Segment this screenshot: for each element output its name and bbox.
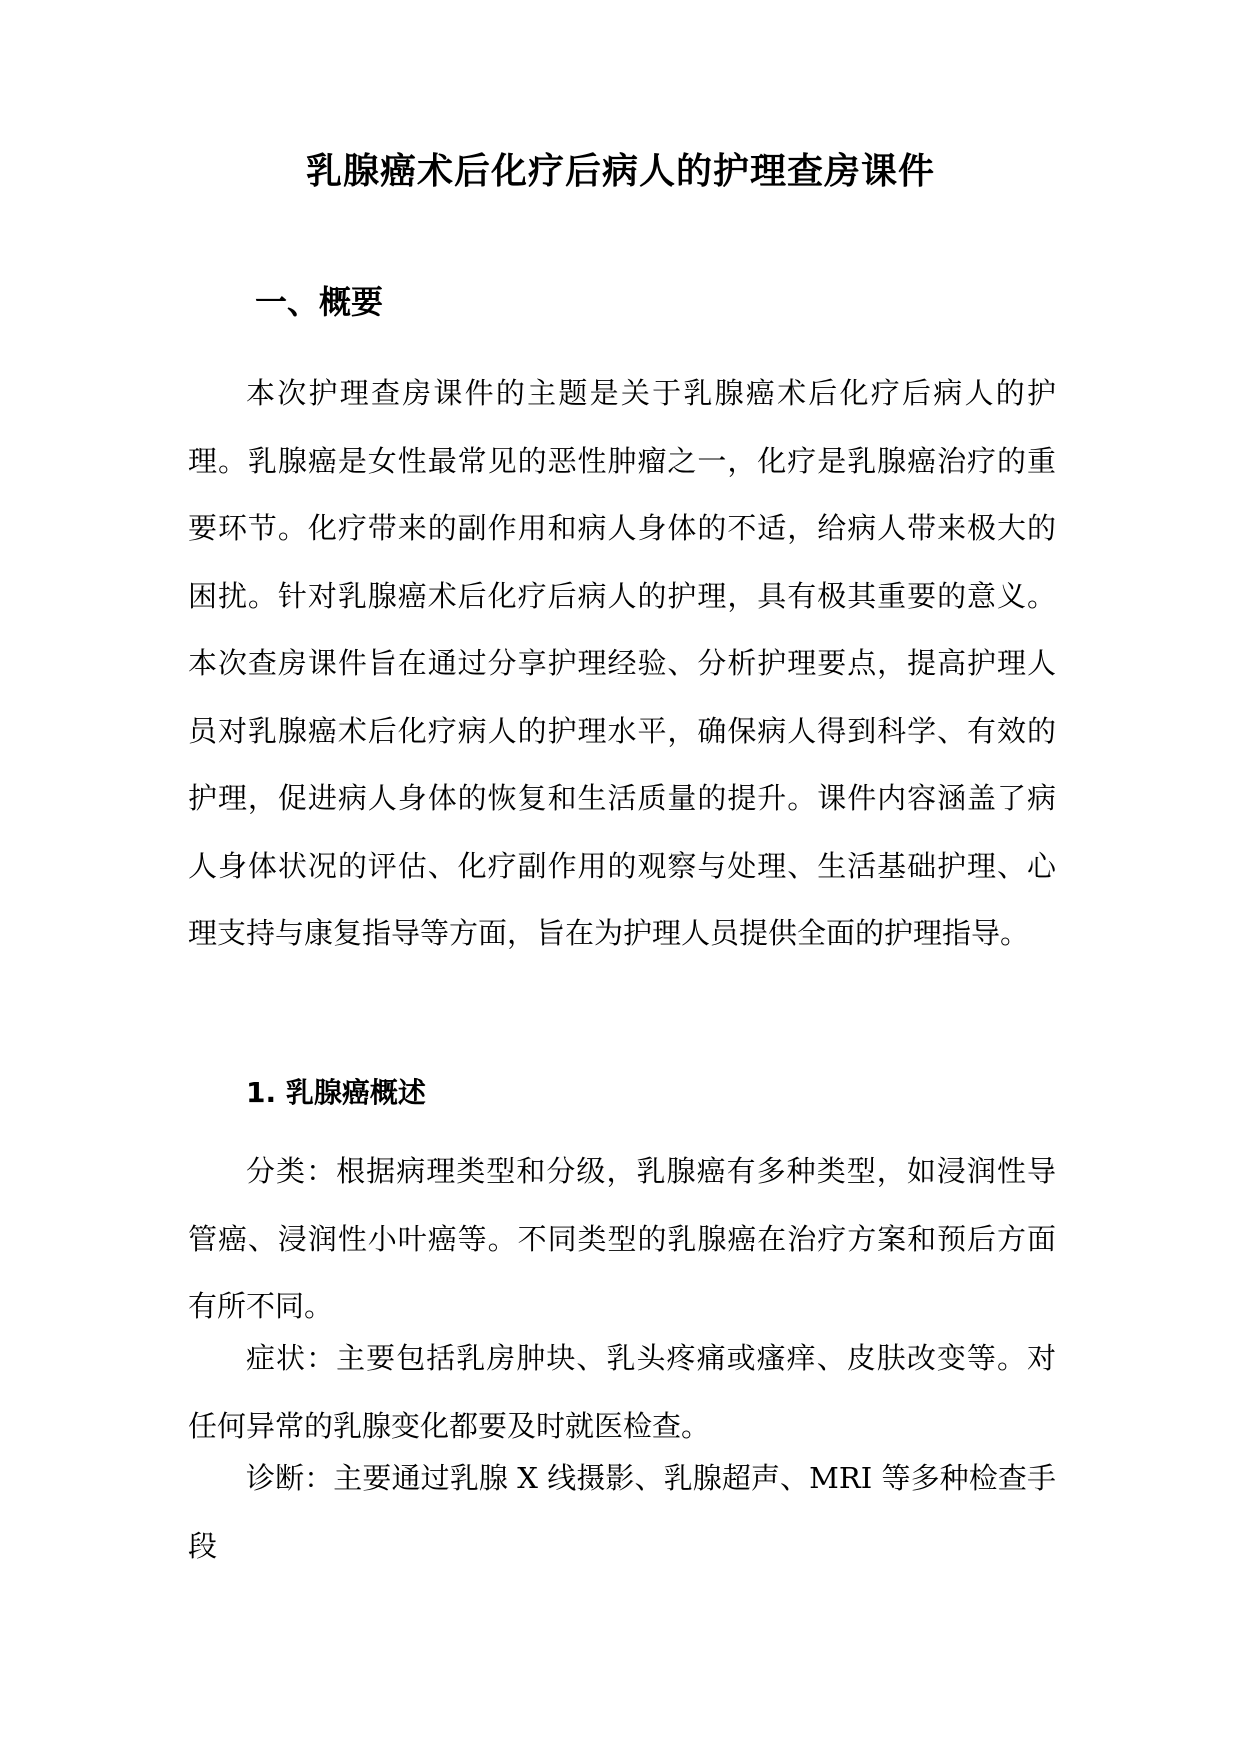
overview-paragraph: 本次护理查房课件的主题是关于乳腺癌术后化疗后病人的护理。乳腺癌是女性最常见的恶性肿瘤之一，化疗是乳腺癌治疗的重要环节。化疗带来的副作用和病人身体的不适，给病人带来极大的困扰。针对乳腺癌术后化疗后病人的护理，具有极其重要的意义。本次查房课件旨在通过分享护理经验、分析护理要点，提高护理人员对乳腺癌术后化疗病人的护理水平，确保病人得到科学、有效的护理，促进病人身体的恢复和生活质量的提升。课件内容涵盖了病人身体状况的评估、化疗副作用的观察与处理、生活基础护理、心理支持与康复指导等方面，旨在为护理人员提供全面的护理指导。	[188, 376, 1056, 950]
document-title: 乳腺癌术后化疗后病人的护理查房课件	[305, 151, 935, 192]
subsection-heading-breast-cancer-overview: 1. 乳腺癌概述	[246, 1076, 426, 1109]
diagnosis-paragraph: 诊断：主要通过乳腺 X 线摄影、乳腺超声、MRI 等多种检查手段	[188, 1461, 1056, 1563]
section-heading-overview: 一、概要	[255, 283, 384, 321]
symptoms-paragraph: 症状：主要包括乳房肿块、乳头疼痛或瘙痒、皮肤改变等。对任何异常的乳腺变化都要及时就医检查。	[188, 1341, 1056, 1443]
classification-paragraph: 分类：根据病理类型和分级，乳腺癌有多种类型，如浸润性导管癌、浸润性小叶癌等。不同类型的乳腺癌在治疗方案和预后方面有所不同。	[188, 1154, 1056, 1323]
